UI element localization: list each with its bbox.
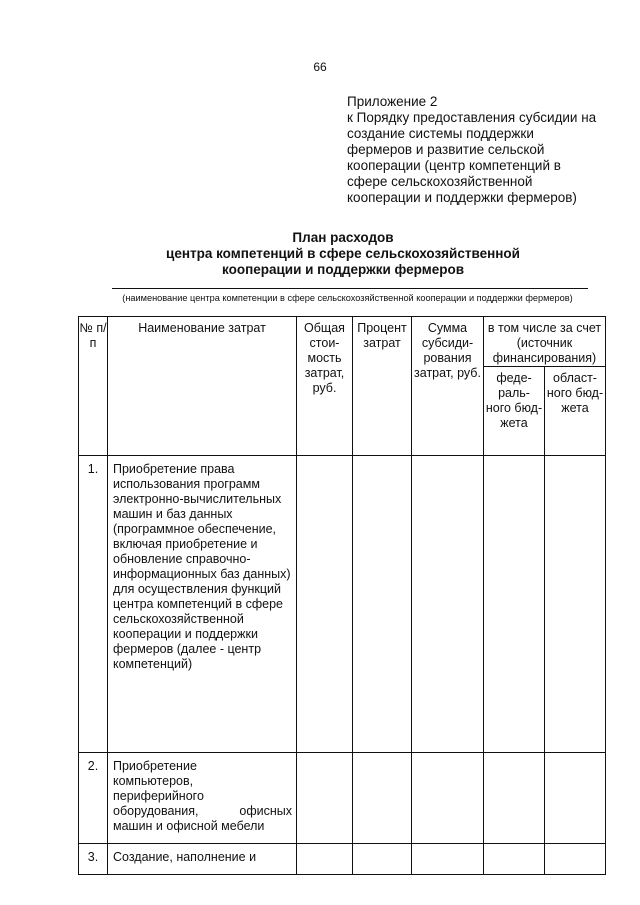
cell-subsidy-amount [412, 456, 484, 753]
plan-title [0, 230, 640, 278]
cell-subsidy-amount [412, 844, 484, 875]
row-num: 1. [79, 456, 108, 753]
plan-title-line: кооперации и поддержки фермеров [222, 262, 464, 277]
row-name-line: периферийного [113, 789, 204, 803]
center-name-caption: (наименование центра компетенции в сфере сельскохозяйственной кооперации и поддержки фермеров) [122, 293, 573, 303]
appendix-line: сфере сельскохозяйственной [347, 174, 533, 189]
row-name [108, 753, 297, 844]
cell-regional-budget [545, 844, 606, 875]
cell-total-cost [297, 456, 353, 753]
expense-plan-table [78, 316, 606, 875]
table-row [79, 456, 606, 753]
row-name-line: компьютеров, [113, 774, 194, 788]
plan-title-line: центра компетенций в сфере сельскохозяйственной [166, 246, 520, 261]
appendix-line: Приложение 2 [347, 94, 438, 109]
cell-regional-budget [545, 753, 606, 844]
cell-total-cost [297, 844, 353, 875]
plan-title-line: План расходов [292, 230, 394, 245]
header-total-cost: Общая стои- мость затрат, руб. [297, 317, 353, 456]
table-row [79, 844, 606, 875]
table-row [79, 753, 606, 844]
appendix-line: кооперации и поддержки фермеров) [347, 190, 577, 205]
header-subsidy-amount: Сумма субсиди- рования затрат, руб. [412, 317, 484, 456]
appendix-line: к Порядку предоставления субсидии на [347, 110, 597, 125]
cell-federal-budget [484, 844, 545, 875]
row-name-line: машин и офисной мебели [113, 819, 265, 833]
appendix-header [347, 94, 622, 206]
row-name-line: Приобретение [113, 759, 197, 773]
header-percent: Процент затрат [353, 317, 412, 456]
row-num: 2. [79, 753, 108, 844]
row-name: Создание, наполнение и [108, 844, 297, 875]
center-name-underline [112, 288, 588, 289]
appendix-line: фермеров и развитие сельской [347, 142, 545, 157]
table-header-row [79, 317, 606, 367]
cell-percent [353, 753, 412, 844]
appendix-line: создание системы поддержки [347, 126, 534, 141]
header-regional-budget: област- ного бюд- жета [545, 367, 606, 456]
header-name: Наименование затрат [108, 317, 297, 456]
appendix-line: кооперации (центр компетенций в [347, 158, 561, 173]
row-name: Приобретение права использования программ электронно-вычислительных машин и баз данных (программное обеспечение, включая приобретение и обновление справочно-информационных баз данных) для осуществления функций центра компетенций в сфере сельскохозяйственной кооперации и поддержки фермеров (далее - центр компетенций) [108, 456, 297, 753]
header-funding-source: в том числе за счет (источник финансирования) [484, 317, 606, 367]
row-name-line: оборудования, офисных [113, 804, 292, 818]
cell-subsidy-amount [412, 753, 484, 844]
row-num: 3. [79, 844, 108, 875]
cell-regional-budget [545, 456, 606, 753]
header-federal-budget: феде- раль- ного бюд- жета [484, 367, 545, 456]
cell-federal-budget [484, 456, 545, 753]
cell-total-cost [297, 753, 353, 844]
cell-percent [353, 844, 412, 875]
header-num: № п/п [79, 317, 108, 456]
cell-percent [353, 456, 412, 753]
cell-federal-budget [484, 753, 545, 844]
page-number: 66 [313, 60, 327, 74]
